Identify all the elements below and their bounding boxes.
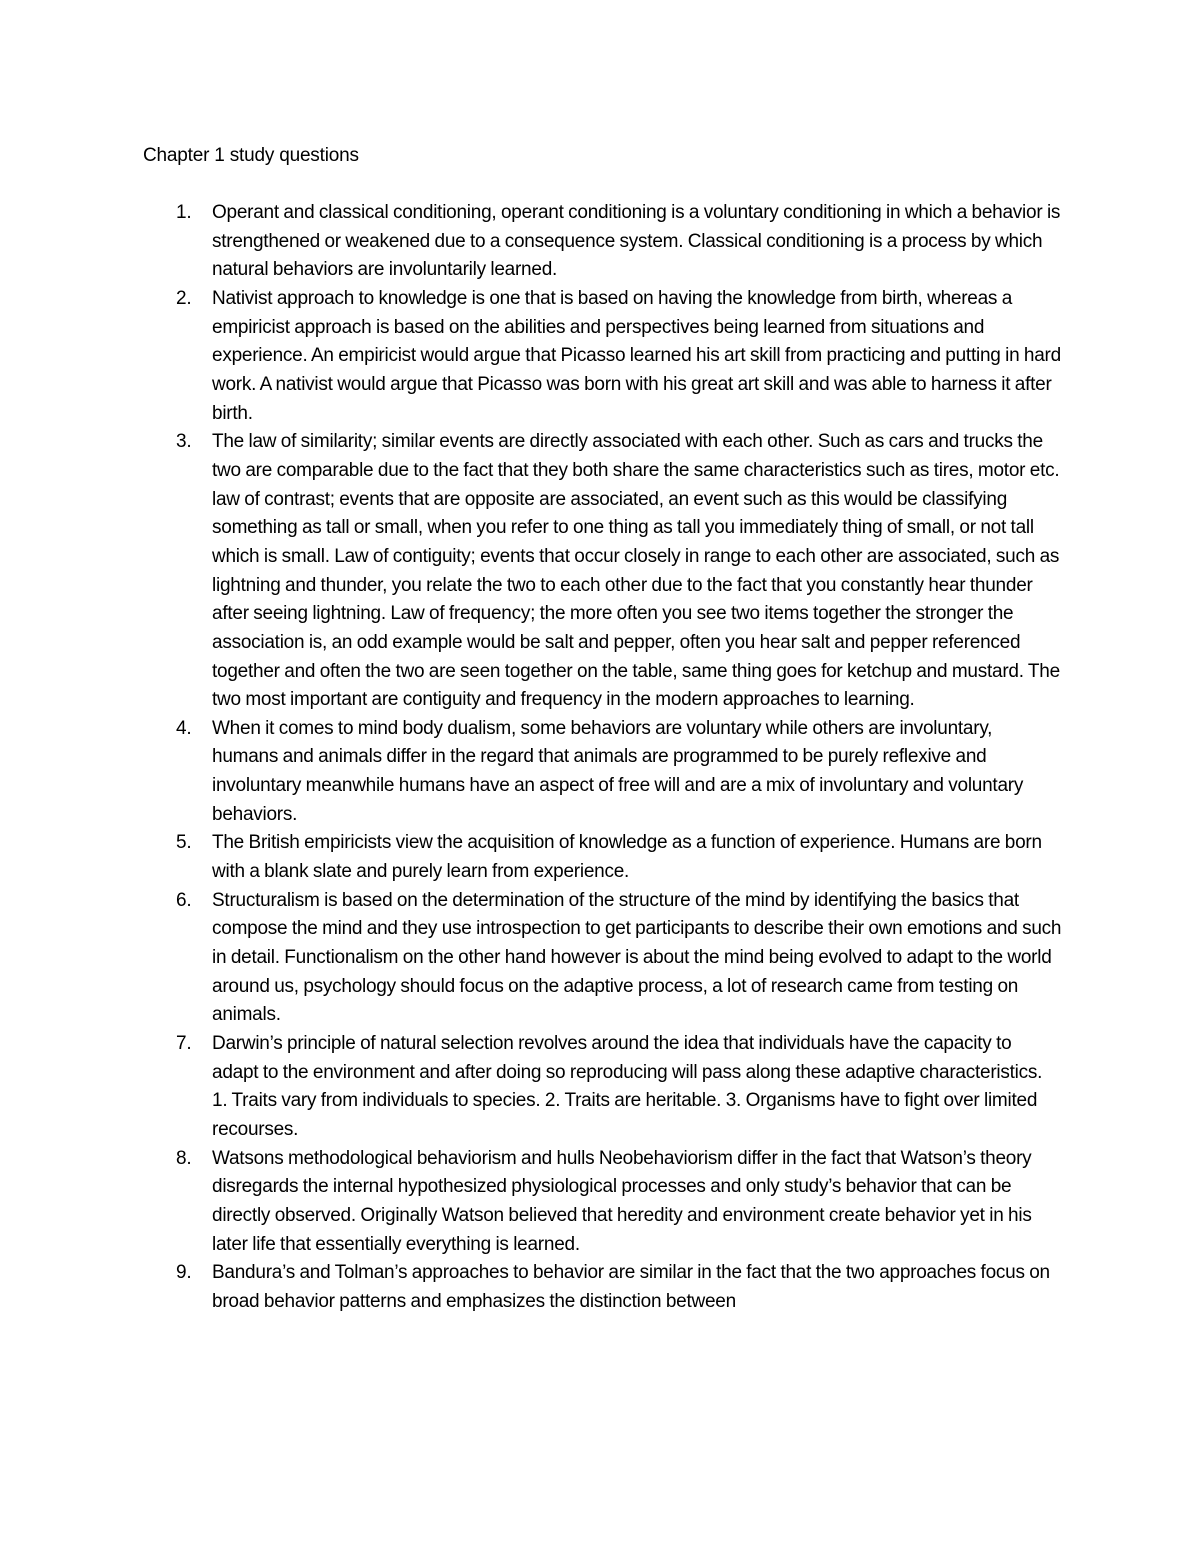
question-text: When it comes to mind body dualism, some behaviors are voluntary while others are involuntary, humans and animals differ in the regard that animals are programmed to be purely reflexive and involuntary meanwhile humans have an aspect of free will and are a mix of involuntary and voluntary behaviors.: [212, 717, 1024, 825]
question-number: 4.: [176, 717, 192, 739]
question-item-4: [176, 715, 1062, 830]
question-number: 2.: [176, 287, 192, 309]
question-number: 8.: [176, 1147, 192, 1169]
question-number: 1.: [176, 202, 192, 223]
question-number: 9.: [176, 1262, 192, 1284]
question-item-5: [176, 829, 1062, 886]
question-text: The British empiricists view the acquisition of knowledge as a function of experience. Humans are born with a blank slate and purely learn from experience.: [212, 832, 1042, 883]
question-item-3: [176, 428, 1062, 715]
study-question-list: [176, 199, 1062, 1317]
question-item-9: [176, 1259, 1062, 1316]
question-number: 6.: [176, 889, 192, 911]
question-text: Watsons methodological behaviorism and hulls Neobehaviorism differ in the fact that Watson’s theory disregards the internal hypothesized physiological processes and only study’s behavior that can be directly observed. Originally Watson believed that heredity and environment create behavior yet in his later life that essentially everything is learned.: [212, 1147, 1032, 1255]
question-item-6: [176, 887, 1062, 1030]
question-text: Darwin’s principle of natural selection revolves around the idea that individuals have the capacity to adapt to the environment and after doing so reproducing will pass along these adaptive characteristics. 1. Traits vary from individuals to species. 2. Traits are heritable. 3. Organisms have to fight over limited recourses.: [212, 1033, 1043, 1140]
question-item-2: [176, 285, 1062, 428]
question-text: Operant and classical conditioning, operant conditioning is a voluntary conditioning in which a behavior is strengthened or weakened due to a consequence system. Classical conditioning is a process by which natural behaviors are involuntarily learned.: [212, 202, 1061, 281]
question-text: Nativist approach to knowledge is one that is based on having the knowledge from birth, whereas a empiricist approach is based on the abilities and perspectives being learned from situations and experience. An empiricist would argue that Picasso learned his art skill from practicing and putting in hard work. A nativist would argue that Picasso was born with his great art skill and was able to harness it after birth.: [212, 287, 1061, 424]
question-item-8: [176, 1145, 1062, 1260]
question-number: 5.: [176, 832, 192, 854]
question-item-7: [176, 1030, 1062, 1145]
question-number: 3.: [176, 431, 192, 453]
question-text: Bandura’s and Tolman’s approaches to behavior are similar in the fact that the two approaches focus on broad behavior patterns and emphasizes the distinction between: [212, 1262, 1050, 1312]
question-text: Structuralism is based on the determination of the structure of the mind by identifying the basics that compose the mind and they use introspection to get participants to describe their own emotions and such in detail. Functionalism on the other hand however is about the mind being evolved to adapt to the world around us, psychology should focus on the adaptive process, a lot of research came from testing on animals.: [212, 889, 1062, 1026]
question-text: The law of similarity; similar events are directly associated with each other. Such as cars and trucks the two are comparable due to the fact that they both share the same characteristics such as tires, motor etc. law of contrast; events that are opposite are associated, an event such as this would be classifying something as tall or small, when you refer to one thing as tall you immediately thing of small, or not tall which is small. Law of contiguity; events that occur closely in range to each other are associated, such as lightning and thunder, you relate the two to each other due to the fact that you constantly hear thunder after seeing lightning. Law of frequency; the more often you see two items together the stronger the association is, an odd example would be salt and pepper, often you hear salt and pepper referenced together and often the two are seen together on the table, same thing goes for ketchup and mustard. The two most important are contiguity and frequency in the modern approaches to learning.: [212, 431, 1060, 711]
question-item-1: [176, 199, 1062, 285]
document-title: Chapter 1 study questions: [143, 145, 359, 166]
question-number: 7.: [176, 1033, 192, 1055]
